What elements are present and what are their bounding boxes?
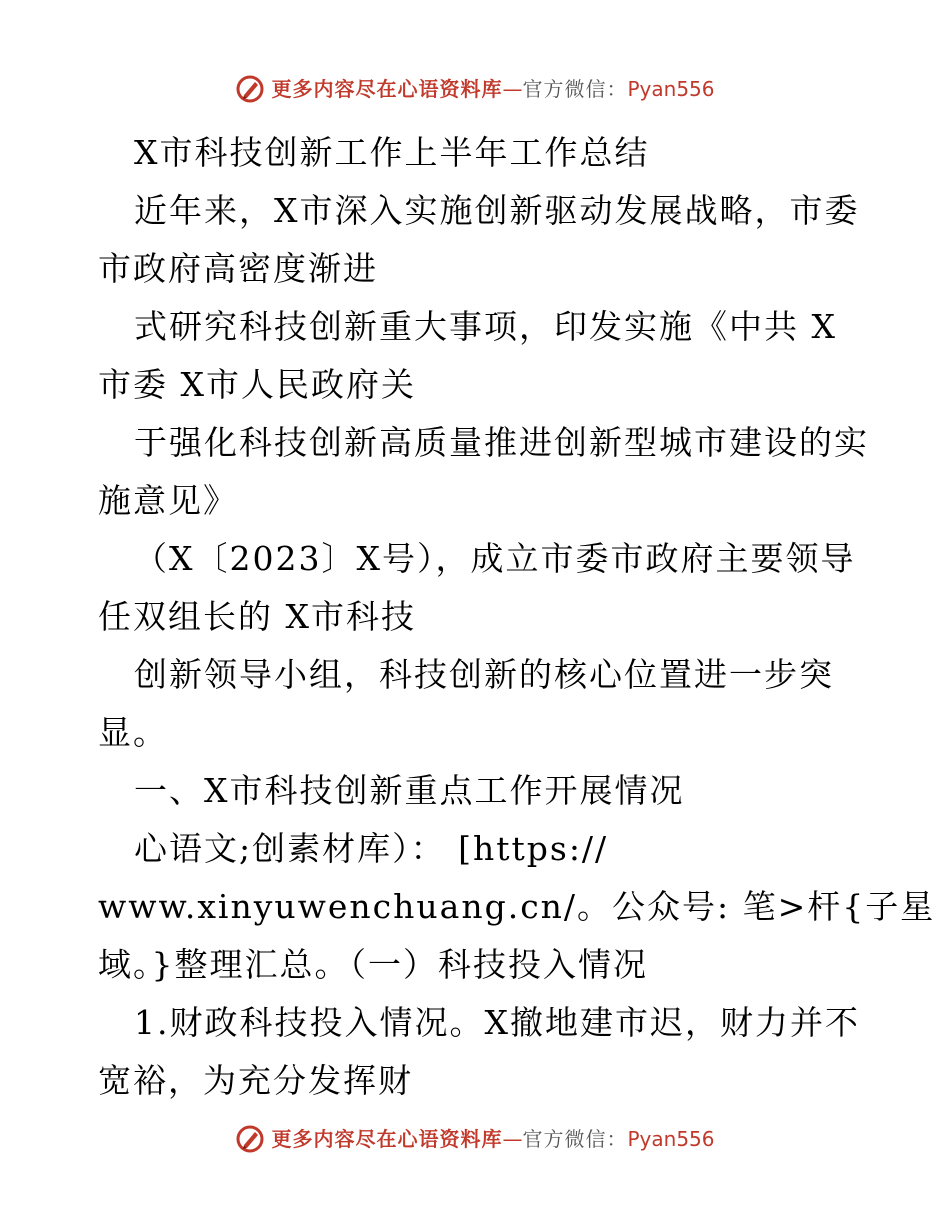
text-line: 创新领导小组，科技创新的核心位置进一步突 bbox=[134, 655, 834, 694]
watermark-wechat-id: Pyan556 bbox=[627, 77, 715, 101]
text-line: 式研究科技创新重大事项，印发实施《中共 X bbox=[134, 307, 837, 346]
watermark-separator: — bbox=[502, 1127, 523, 1151]
text-line: 近年来，X市深入实施创新驱动发展战略，市委 bbox=[134, 191, 860, 230]
text-line: 域。}整理汇总。（一）科技投入情况 bbox=[98, 945, 648, 984]
text-line: 市委 X市人民政府关 bbox=[98, 365, 416, 404]
watermark-wechat-id: Pyan556 bbox=[627, 1127, 715, 1151]
text-line: 任双组长的 X市科技 bbox=[98, 597, 416, 636]
watermark-separator: — bbox=[502, 77, 523, 101]
watermark-main-text: 更多内容尽在心语资料库 bbox=[271, 77, 503, 101]
watermark-sub-text: 官方微信： bbox=[522, 77, 628, 101]
header-watermark bbox=[0, 74, 950, 104]
text-line: 一、X市科技创新重点工作开展情况 bbox=[134, 771, 685, 810]
text-line: 施意见》 bbox=[98, 481, 238, 520]
text-line: 于强化科技创新高质量推进创新型城市建设的实 bbox=[134, 423, 869, 462]
text-line: X市科技创新工作上半年工作总结 bbox=[134, 133, 650, 172]
text-line: 显。 bbox=[98, 713, 168, 752]
text-line: 1.财政科技投入情况。X撤地建市迟，财力并不 bbox=[134, 1003, 860, 1042]
watermark-main-text: 更多内容尽在心语资料库 bbox=[271, 1127, 503, 1151]
text-line: 市政府高密度渐进 bbox=[98, 249, 378, 288]
text-line: 宽裕，为充分发挥财 bbox=[98, 1061, 413, 1100]
pen-logo-icon bbox=[235, 74, 265, 104]
watermark-sub-text: 官方微信： bbox=[522, 1127, 628, 1151]
document-body bbox=[98, 124, 936, 1110]
pen-logo-icon bbox=[235, 1124, 265, 1154]
text-line: www.xinyuwenchuang.cn/。公众号: 笔>杆{子星 bbox=[98, 887, 936, 926]
text-line: 心语文;创素材库）： [https:// bbox=[134, 829, 609, 868]
footer-watermark bbox=[0, 1124, 950, 1154]
text-line: （X〔2023〕X号），成立市委市政府主要领导 bbox=[134, 539, 856, 578]
